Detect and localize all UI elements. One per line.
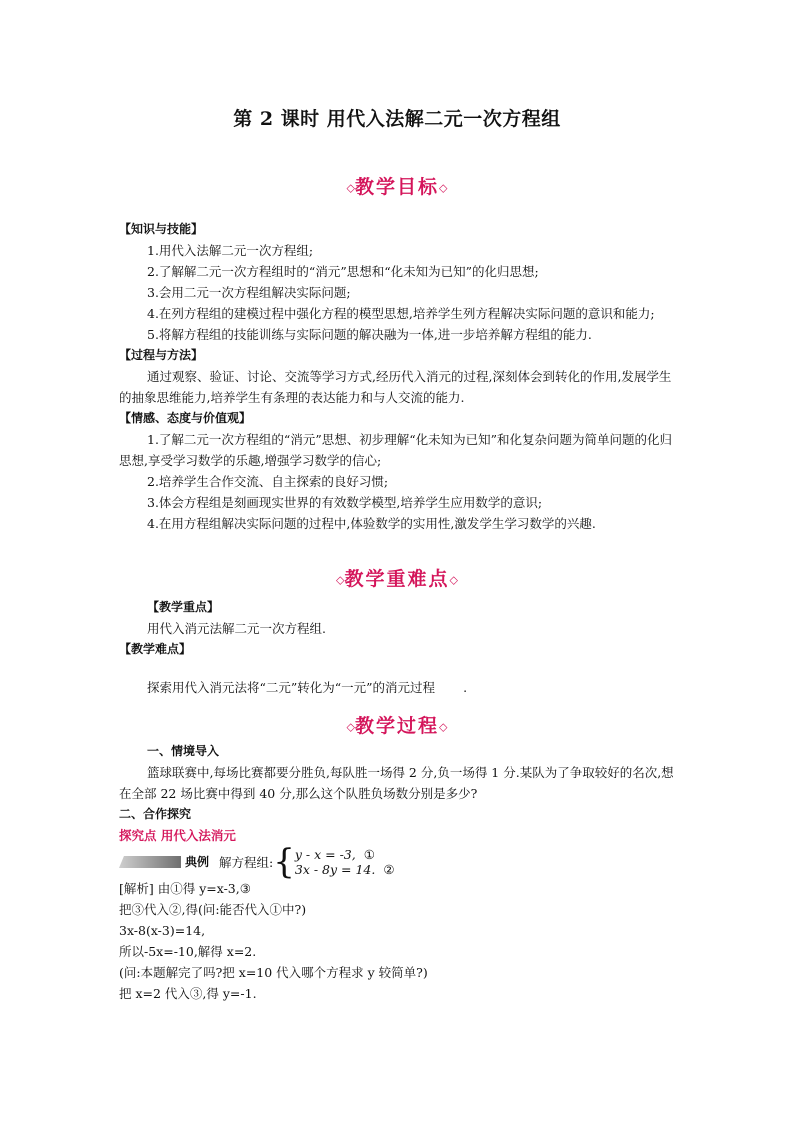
solution-line: 所以-5x=-10,解得 x=2. <box>119 944 257 959</box>
knowledge-item: 2.了解解二元一次方程组时的“消元”思想和“化未知为已知”的化归思想; <box>147 264 539 279</box>
section-process-heading <box>0 711 794 738</box>
intro-text: 篮球联赛中,每场比赛都要分胜负,每队胜一场得 2 分,负一场得 1 分.某队为了争取较好的名次,想在全部 22 场比赛中得到 40 分,那么这个队胜负场数分别是多少? <box>119 765 674 801</box>
key-heading: 【教学重点】 <box>147 600 220 614</box>
section-process-label: 教学过程 <box>354 715 439 737</box>
intro-heading: 一、情境导入 <box>147 744 220 758</box>
solution-line: 把③代入②,得(问:能否代入①中?) <box>119 902 307 917</box>
emotion-item: 1.了解二元一次方程组的“消元”思想、初步理解“化未知为已知”和化复杂问题为简单问题的化归思想,享受学习数学的乐趣,增强学习数学的信心; <box>119 432 672 468</box>
section-key-difficult-heading <box>0 564 794 591</box>
lesson-title: 第 2 课时 用代入法解二元一次方程组 <box>233 108 561 130</box>
solution-line: (问:本题解完了吗?把 x=10 代入哪个方程求 y 较简单?) <box>119 965 428 980</box>
difficult-heading: 【教学难点】 <box>119 642 192 656</box>
equation-1-text: y - x = -3, <box>294 847 356 862</box>
difficult-text-body: 探索用代入消元法将“二元”转化为“一元”的消元过程 <box>147 680 436 695</box>
equation-2-number: ② <box>383 862 395 877</box>
difficult-text <box>119 677 679 698</box>
emotion-heading: 【情感、态度与价值观】 <box>119 411 252 425</box>
diamond-icon: ◇ <box>346 720 355 734</box>
process-heading: 【过程与方法】 <box>119 348 204 362</box>
knowledge-item: 4.在列方程组的建模过程中强化方程的模型思想,培养学生列方程解决实际问题的意识和能力; <box>147 306 655 321</box>
knowledge-item: 5.将解方程组的技能训练与实际问题的解决融为一体,进一步培养解方程组的能力. <box>147 327 592 342</box>
equation-1 <box>295 847 375 862</box>
emotion-item: 4.在用方程组解决实际问题的过程中,体验数学的实用性,激发学生学习数学的兴趣. <box>147 516 596 531</box>
emotion-item: 3.体会方程组是刻画现实世界的有效数学模型,培养学生应用数学的意识; <box>147 495 543 510</box>
equation-2-text: 3x - 8y = 14. <box>294 862 376 877</box>
example-row: 典例 解方程组: { y - x = -3, ① 3x - 8y = 14. ② <box>119 846 679 878</box>
emotion-item: 2.培养学生合作交流、自主探索的良好习惯; <box>147 474 389 489</box>
solution-line: [解析] 由①得 y=x-3,③ <box>119 881 251 896</box>
diamond-icon: ◇ <box>439 181 448 195</box>
diamond-icon: ◇ <box>439 720 448 734</box>
diamond-icon: ◇ <box>449 573 458 587</box>
section-objectives-heading <box>0 172 794 199</box>
solution-line: 把 x=2 代入③,得 y=-1. <box>119 986 257 1001</box>
section-objectives-label: 教学目标 <box>354 176 439 198</box>
equation-system <box>295 847 395 877</box>
diamond-icon: ◇ <box>336 573 345 587</box>
section-key-difficult-label: 教学重难点 <box>344 568 450 590</box>
knowledge-item: 3.会用二元一次方程组解决实际问题; <box>147 285 351 300</box>
process-block <box>119 741 679 1004</box>
example-label: 典例 <box>185 854 210 869</box>
diamond-icon: ◇ <box>346 181 355 195</box>
objectives-block <box>119 219 679 534</box>
difficult-text-dot: . <box>463 680 468 695</box>
example-text: 解方程组: <box>219 854 274 870</box>
solution-line: 3x-8(x-3)=14, <box>119 923 206 938</box>
key-difficult-block <box>119 597 679 698</box>
process-item: 通过观察、验证、讨论、交流等学习方式,经历代入消元的过程,深刻体会到转化的作用,发展学生的抽象思维能力,培养学生有条理的表达能力和与人交流的能力. <box>119 369 672 405</box>
equation-1-number: ① <box>363 847 375 862</box>
key-text: 用代入消元法解二元一次方程组. <box>147 621 326 636</box>
example-banner-icon <box>119 856 181 868</box>
equation-2 <box>295 862 395 877</box>
knowledge-item: 1.用代入法解二元一次方程组; <box>147 243 314 258</box>
explore-heading: 二、合作探究 <box>119 807 192 821</box>
explore-point: 探究点 用代入法消元 <box>119 828 236 843</box>
knowledge-heading: 【知识与技能】 <box>119 222 204 236</box>
